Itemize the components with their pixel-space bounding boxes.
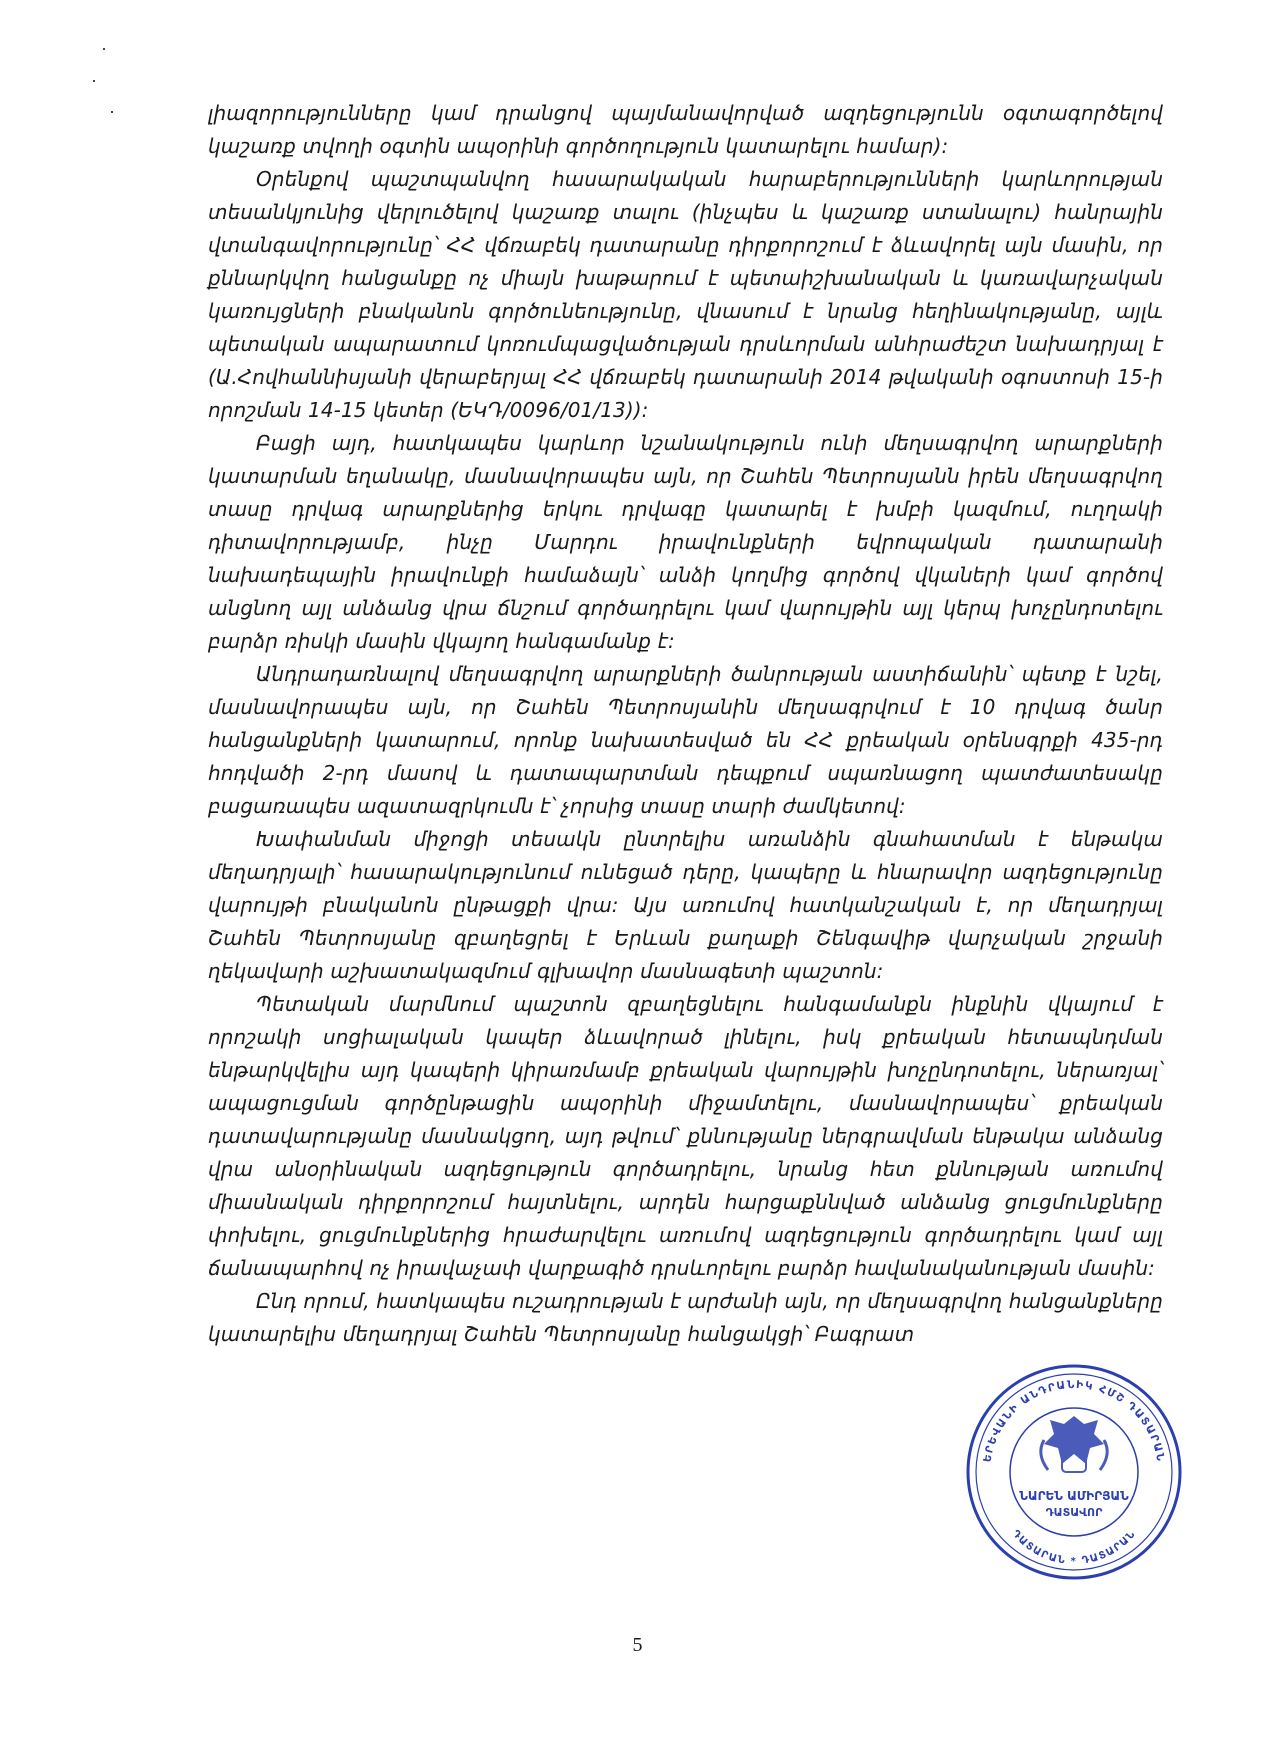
- coat-of-arms-icon: [1041, 1416, 1107, 1472]
- seal-name-text: ՆԱՐԵՆ ԱՄԻՐՅԱՆ: [1019, 1489, 1129, 1503]
- paragraph-continuation: լիազորությունները կամ դրանցով պայմանավորված ազդեցությունն օգտագործելով կաշառք տվողի օգտին ապօրինի գործողություն կատարելու համար):: [208, 101, 1163, 158]
- official-seal-icon: [962, 1360, 1187, 1585]
- page-number: 5: [632, 1634, 643, 1656]
- document-body: [208, 97, 1163, 1351]
- paragraph: Անդրադառնալով մեղսագրվող արարքների ծանրության աստիճանին՝ պետք է նշել, մասնավորապես այն, որ Շահեն Պետրոսյանին մեղսագրվում է 10 դրվագ ծանր հանցանքների կատարում, որոնք նախատեսված են ՀՀ քրեական օրենսգրքի 435-րդ հոդվածի 2-րդ մասով և դատապարտման դեպքում սպառնացող պատժատեսակը բացառապես ազատազրկումն է՝ չորսից տասը տարի ժամկետով:: [208, 662, 1163, 818]
- paragraph: Պետական մարմնում պաշտոն զբաղեցնելու հանգամանքն ինքնին վկայում է որոշակի սոցիալական կապեր ձևավորած լինելու, իսկ քրեական հետապնդման ենթարկվելիս այդ կապերի կիրառմամբ քրեական վարույթին խոչընդոտելու, ներառյալ՝ ապացուցման գործընթացին ապօրինի միջամտելու, մասնավորապես՝ քրեական դատավարությանը մասնակցող, այդ թվում՝ քննությանը ներգրավման ենթակա անձանց վրա անօրինական ազդեցություն գործադրելու, նրանց հետ քննության առումով միասնական դիրքորոշում հայտնելու, արդեն հարցաքննված անձանց ցուցմունքները փոխելու, ցուցմունքներից հրաժարվելու առումով ազդեցություն գործադրելու կամ այլ ճանապարհով ոչ իրավաչափ վարքագիծ դրսևորելու բարձր հավանականության մասին:: [208, 992, 1163, 1280]
- seal-top-text: ԵՐԵՎԱՆԻ ԱՆԴՐԱՆԻԿ ՀՄՇ ԴԱՏԱՐԱՆ: [981, 1378, 1167, 1464]
- scan-speck: [93, 80, 95, 82]
- seal-title-text: ԴԱՏԱՎՈՐ: [1045, 1506, 1103, 1519]
- paragraph: Խափանման միջոցի տեսակն ընտրելիս առանձին գնահատման է ենթակա մեղադրյալի՝ հասարակությունում ունեցած դերը, կապերը և հնարավոր ազդեցությունը վարույթի բնականոն ընթացքի վրա: Այս առումով հատկանշական է, որ մեղադրյալ Շահեն Պետրոսյանը զբաղեցրել է Երևան քաղաքի Շենգավիթ վարչական շրջանի ղեկավարի աշխատակազմում գլխավոր մասնագետի պաշտոն:: [208, 827, 1163, 983]
- scan-speck: [103, 48, 105, 50]
- paragraph: Բացի այդ, հատկապես կարևոր նշանակություն ունի մեղսագրվող արարքների կատարման եղանակը, մասնավորապես այն, որ Շահեն Պետրոսյանն իրեն մեղսագրվող տասը դրվագ արարքներից երկու դրվագը կատարել է խմբի կազմում, ուղղակի դիտավորությամբ, ինչը Մարդու իրավունքների եվրոպական դատարանի նախադեպային իրավունքի համաձայն՝ անձի կողմից գործով վկաների կամ գործով անցնող այլ անձանց վրա ճնշում գործադրելու կամ վարույթին այլ կերպ խոչընդոտելու բարձր ռիսկի մասին վկայող հանգամանք է:: [208, 431, 1163, 653]
- seal-bottom-text: ԴԱՏԱՐԱՆ * ԴԱՏԱՐԱՆ: [1009, 1528, 1139, 1567]
- scan-speck: [111, 111, 113, 113]
- paragraph: Ընդ որում, հատկապես ուշադրության է արժանի այն, որ մեղսագրվող հանցանքները կատարելիս մեղադրյալ Շահեն Պետրոսյանը հանցակցի՝ Բագրատ: [208, 1289, 1164, 1346]
- paragraph: Օրենքով պաշտպանվող հասարակական հարաբերությունների կարևորության տեսանկյունից վերլուծելով կաշառք տալու (ինչպես և կաշառք ստանալու) հանրային վտանգավորությունը՝ ՀՀ վճռաբեկ դատարանը դիրքորոշում է ձևավորել այն մասին, որ քննարկվող հանցանքը ոչ միայն խաթարում է պետաիշխանական և կառավարչական կառույցների բնականոն գործունեությունը, վնասում է նրանց հեղինակությանը, այլև պետական ապարատում կոռումպացվածության դրսևորման անհրաժեշտ նախադրյալ է (Ա.Հովհաննիսյանի վերաբերյալ ՀՀ վճռաբեկ դատարանի 2014 թվականի օգոստոսի 15-ի որոշման 14-15 կետեր (ԵԿԴ/0096/01/13)):: [208, 167, 1163, 422]
